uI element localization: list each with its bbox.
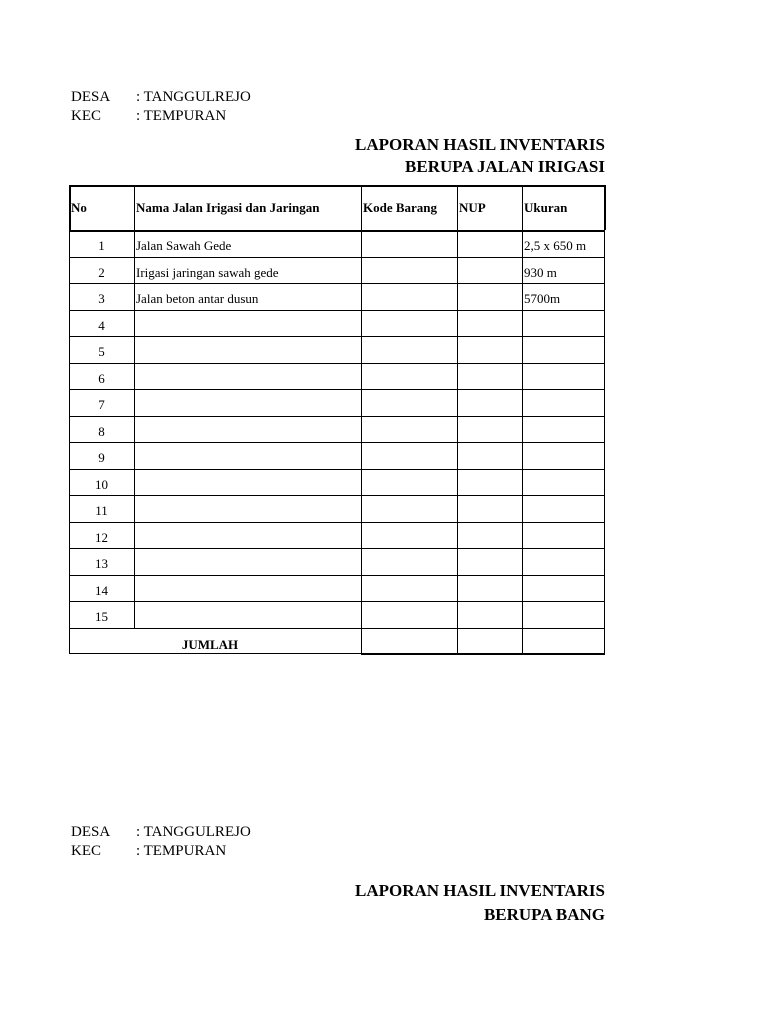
row-ukuran: 930 m xyxy=(524,265,557,280)
table-border xyxy=(69,495,605,496)
table-border xyxy=(69,185,605,187)
table-border xyxy=(134,442,135,469)
kec-label: KEC xyxy=(71,108,101,124)
row-number: 4 xyxy=(98,318,105,333)
table-border xyxy=(134,230,135,257)
table-border xyxy=(522,469,523,496)
table-border xyxy=(522,628,523,655)
table-border xyxy=(522,575,523,602)
row-number: 6 xyxy=(98,371,105,386)
table-border xyxy=(522,230,523,257)
row-nama: Irigasi jaringan sawah gede xyxy=(136,265,279,280)
total-label: JUMLAH xyxy=(181,637,239,652)
table-border xyxy=(361,310,362,337)
row-ukuran: 5700m xyxy=(524,291,561,306)
row-number: 7 xyxy=(98,397,105,412)
table-border xyxy=(522,283,523,310)
table-border xyxy=(134,336,135,363)
table-border xyxy=(361,601,362,628)
table-border xyxy=(522,601,523,628)
table-border xyxy=(604,495,605,522)
table-border xyxy=(69,310,605,311)
table-border xyxy=(604,185,606,230)
table-border xyxy=(457,601,458,628)
col-header-nama: Nama Jalan Irigasi dan Jaringan xyxy=(136,200,320,215)
table-border xyxy=(69,628,605,629)
table-border xyxy=(457,469,458,496)
table-border xyxy=(522,257,523,284)
table-border xyxy=(522,336,523,363)
table-border xyxy=(361,363,362,390)
table-border xyxy=(361,495,362,522)
table-border xyxy=(69,230,605,232)
table-border xyxy=(69,336,605,337)
report-title-line1-2: LAPORAN HASIL INVENTARIS xyxy=(354,881,605,900)
col-header-kode-barang: Kode Barang xyxy=(363,200,438,215)
table-border xyxy=(69,442,605,443)
table-border xyxy=(69,548,605,549)
table-border xyxy=(457,575,458,602)
table-border xyxy=(361,283,362,310)
table-border xyxy=(604,575,605,602)
row-number: 15 xyxy=(95,609,108,624)
table-border xyxy=(457,336,458,363)
table-border xyxy=(361,522,362,549)
table-border xyxy=(69,257,605,258)
desa-value-2: : TANGGULREJO xyxy=(136,824,251,840)
row-number: 14 xyxy=(95,583,108,598)
table-border xyxy=(604,601,605,628)
table-border xyxy=(604,628,605,655)
row-number: 10 xyxy=(95,477,108,492)
table-border xyxy=(134,575,135,602)
row-number: 1 xyxy=(98,238,105,253)
table-border xyxy=(522,389,523,416)
table-border xyxy=(457,495,458,522)
row-number: 3 xyxy=(98,291,105,306)
table-border xyxy=(522,416,523,443)
desa-label-2: DESA xyxy=(71,824,111,840)
kec-value: : TEMPURAN xyxy=(136,108,227,124)
table-border xyxy=(457,257,458,284)
table-border xyxy=(361,230,362,257)
table-border xyxy=(69,469,605,470)
table-border xyxy=(134,389,135,416)
desa-label: DESA xyxy=(71,89,111,105)
table-border xyxy=(134,310,135,337)
row-ukuran: 2,5 x 650 m xyxy=(524,238,587,253)
table-border xyxy=(361,185,362,230)
table-border xyxy=(457,363,458,390)
table-border xyxy=(604,416,605,443)
table-border xyxy=(134,363,135,390)
table-border xyxy=(604,469,605,496)
table-border xyxy=(69,601,605,602)
table-border xyxy=(604,389,605,416)
col-header-nup: NUP xyxy=(459,200,486,215)
table-border xyxy=(361,389,362,416)
kec-value-2: : TEMPURAN xyxy=(136,843,227,859)
table-border xyxy=(69,389,605,390)
table-border xyxy=(134,416,135,443)
table-border xyxy=(457,628,458,655)
table-border xyxy=(457,389,458,416)
kec-label-2: KEC xyxy=(71,843,101,859)
table-border xyxy=(604,363,605,390)
table-border xyxy=(361,548,362,575)
table-border xyxy=(134,257,135,284)
table-border xyxy=(522,495,523,522)
table-border xyxy=(604,257,605,284)
table-border xyxy=(361,416,362,443)
table-border xyxy=(69,522,605,523)
table-border xyxy=(522,442,523,469)
table-border xyxy=(134,601,135,628)
table-border xyxy=(604,283,605,310)
table-border xyxy=(134,548,135,575)
table-border xyxy=(69,363,605,364)
table-border xyxy=(361,336,362,363)
table-border xyxy=(457,230,458,257)
row-number: 9 xyxy=(98,450,105,465)
table-border xyxy=(522,548,523,575)
table-border xyxy=(604,522,605,549)
table-border xyxy=(522,522,523,549)
table-border xyxy=(69,283,605,284)
table-border xyxy=(457,185,458,230)
row-number: 2 xyxy=(98,265,105,280)
table-border xyxy=(361,628,362,655)
table-border xyxy=(604,336,605,363)
table-border xyxy=(361,442,362,469)
report-title-line2: BERUPA JALAN IRIGASI xyxy=(405,157,605,176)
table-border xyxy=(457,310,458,337)
row-number: 11 xyxy=(95,503,108,518)
table-border xyxy=(457,442,458,469)
table-border xyxy=(361,469,362,496)
table-border xyxy=(522,185,523,230)
table-border xyxy=(457,416,458,443)
table-border xyxy=(134,495,135,522)
table-border xyxy=(361,257,362,284)
table-border xyxy=(69,416,605,417)
row-number: 5 xyxy=(98,344,105,359)
row-number: 8 xyxy=(98,424,105,439)
table-border xyxy=(457,548,458,575)
desa-value: : TANGGULREJO xyxy=(136,89,251,105)
row-number: 13 xyxy=(95,556,108,571)
table-border xyxy=(134,185,135,230)
report-title-line1: LAPORAN HASIL INVENTARIS xyxy=(354,135,605,154)
table-border xyxy=(604,230,605,257)
table-border xyxy=(361,653,605,655)
table-border xyxy=(457,522,458,549)
col-header-ukuran: Ukuran xyxy=(524,200,568,215)
table-border xyxy=(604,310,605,337)
table-border xyxy=(134,522,135,549)
table-border xyxy=(457,283,458,310)
table-border xyxy=(69,575,605,576)
report-title-line2-2: BERUPA BANG xyxy=(483,905,605,924)
row-nama: Jalan Sawah Gede xyxy=(136,238,232,253)
table-border xyxy=(522,310,523,337)
table-border xyxy=(361,575,362,602)
table-border xyxy=(522,363,523,390)
row-nama: Jalan beton antar dusun xyxy=(136,291,259,306)
table-border xyxy=(134,283,135,310)
table-border xyxy=(604,548,605,575)
row-number: 12 xyxy=(95,530,108,545)
col-header-no: No xyxy=(71,200,87,215)
table-border xyxy=(604,442,605,469)
table-border xyxy=(134,469,135,496)
